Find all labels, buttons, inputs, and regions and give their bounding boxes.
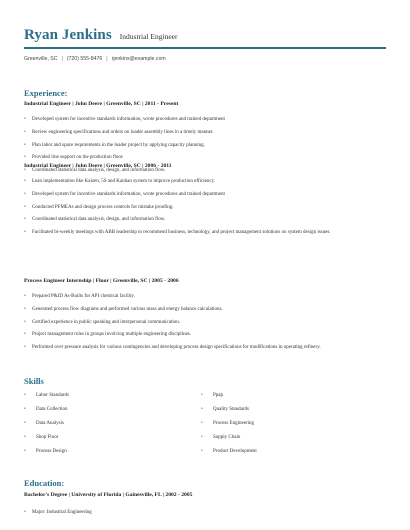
- header-divider: [24, 47, 386, 49]
- job-bullets: [24, 294, 390, 358]
- skill-item: • Data Collection: [24, 407, 69, 421]
- skill-item: • Process Engineering: [201, 421, 257, 435]
- skill-item: • Process Design: [24, 449, 69, 463]
- job-heading: Industrial Engineer | John Deere | Greenville, SC | 2011 - Present: [24, 101, 179, 107]
- degree-heading: Bachelor's Degree | University of Florida | Gainesville, FL | 2002 - 2005: [24, 492, 193, 498]
- job-heading: Industrial Engineer | John Deere | Greenville, SC | 2006 - 2011: [24, 163, 172, 169]
- contact-separator: |: [61, 56, 63, 62]
- list-item: • Certified experience in public speaking and interpersonal communication.: [24, 320, 390, 326]
- list-item: • Generated process flow diagrams and performed various mass and energy balance calculations.: [24, 307, 390, 313]
- contact-line: [24, 56, 166, 62]
- list-item: • Major: Industrial Engineering: [24, 510, 390, 516]
- list-item: • Facilitated bi-weekly meetings with ABB leadership to recommend business, technology, and project management solutions on system design issues.: [24, 230, 390, 236]
- contact-email: rjenkins@example.com: [111, 56, 166, 62]
- skill-item: • Data Analysis: [24, 421, 69, 435]
- contact-separator: |: [106, 56, 108, 62]
- list-item: • Coordinated statistical data analysis, design, and information flow.: [24, 217, 390, 223]
- skill-item: • Shop Floor: [24, 435, 69, 449]
- education-bullets: [24, 510, 390, 523]
- education-heading: Education:: [24, 478, 65, 488]
- skill-item: • Product Development: [201, 449, 257, 463]
- list-item: • Plan labor and space requirements in the loader project by applying capacity planning.: [24, 143, 390, 149]
- candidate-name: Ryan Jenkins: [24, 27, 112, 43]
- list-item: • Provided line support on the production floor.: [24, 155, 390, 161]
- experience-heading: Experience:: [24, 88, 68, 98]
- skills-heading: Skills: [24, 376, 44, 386]
- list-item: • Coordinated statistical data analysis, design, and information flow.: [24, 168, 390, 174]
- skill-item: • Ppap: [201, 393, 257, 407]
- skill-item: • Quality Standards: [201, 407, 257, 421]
- job-bullets: [24, 117, 390, 181]
- list-item: • Project management roles in groups involving multiple engineering disciplines.: [24, 332, 390, 338]
- list-item: • Conducted PFMEAs and design process controls for mistake proofing.: [24, 205, 390, 211]
- job-heading: Process Engineer Internship | Fluor | Greenville, SC | 2005 - 2006: [24, 278, 179, 284]
- contact-location: Greenville, SC: [24, 56, 58, 62]
- list-item: • Performed over pressure analysis for various contingencies and developing process design specifications for modifications in operating refinery.: [24, 345, 390, 351]
- resume-header: [24, 26, 386, 44]
- contact-phone: (720) 555-8476: [66, 56, 103, 62]
- list-item: • Developed system for incentive standards information, wrote procedures and trained department: [24, 192, 390, 198]
- skills-list-right: [201, 393, 257, 463]
- list-item: • Prepared P&ID As-Builts for API chemical facility.: [24, 294, 390, 300]
- job-bullets: [24, 179, 390, 243]
- skills-list-left: [24, 393, 69, 463]
- skill-item: • Supply Chain: [201, 435, 257, 449]
- list-item: • Lean implementation like Kaizen, 5S and Kanban system to improve production efficiency.: [24, 179, 390, 185]
- candidate-title: Industrial Engineer: [119, 32, 178, 41]
- skill-item: • Labor Standards: [24, 393, 69, 407]
- list-item: • Developed system for incentive standards information, wrote procedures and trained department: [24, 117, 390, 123]
- list-item: • Review engineering specifications and orders on loader assembly lines in a timely manner.: [24, 130, 390, 136]
